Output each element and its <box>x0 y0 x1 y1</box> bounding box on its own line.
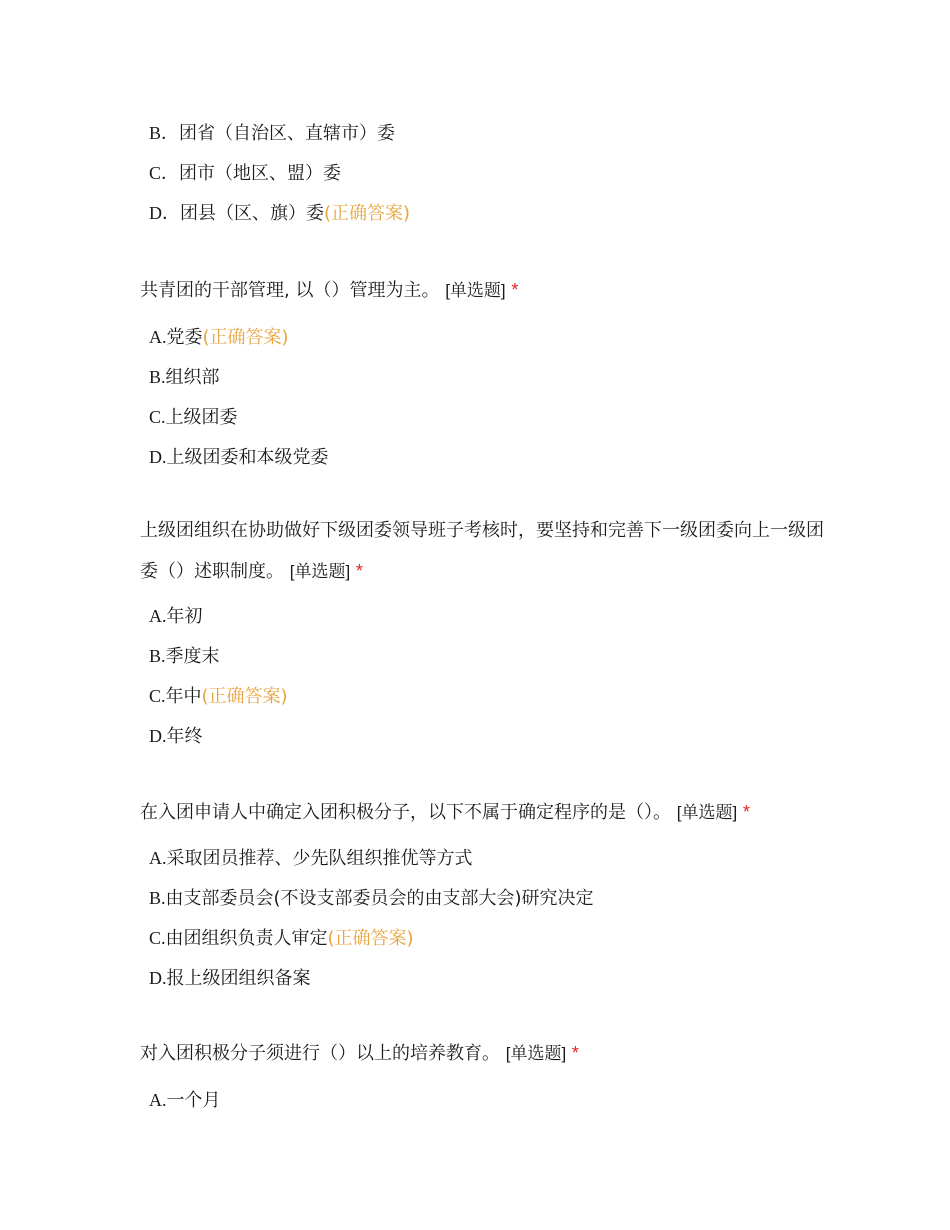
option-letter: B. <box>149 888 166 908</box>
question-stem <box>140 1033 830 1074</box>
question-type-tag: [单选题] <box>505 1044 567 1063</box>
option-letter: B. <box>149 367 166 387</box>
option-letter: A. <box>149 606 167 626</box>
option-a <box>140 1080 830 1120</box>
correct-answer-marker: (正确答案) <box>202 327 289 348</box>
option-a <box>140 838 830 878</box>
required-marker: * <box>571 1043 579 1063</box>
correct-answer-marker: (正确答案) <box>324 203 411 224</box>
option-letter: C. <box>149 686 166 706</box>
option-letter: D. <box>149 447 167 467</box>
question-type-tag: [单选题] <box>445 281 506 300</box>
option-c <box>140 918 830 958</box>
question-stem <box>140 792 830 833</box>
options-list <box>140 1080 830 1120</box>
option-text: 上级团委 <box>165 407 238 428</box>
option-text: 季度末 <box>165 646 220 667</box>
option-letter: B. <box>149 646 166 666</box>
options-list <box>140 838 830 998</box>
question-text: 上级团组织在协助做好下级团委领导班子考核时，要坚持和完善下一级团委向上一级团委（）述职制度。 <box>140 520 824 582</box>
option-d <box>140 716 830 756</box>
required-marker: * <box>511 280 519 300</box>
option-b <box>140 636 830 676</box>
question-text: 共青团的干部管理, 以（）管理为主。 <box>140 280 440 301</box>
option-text: 上级团委和本级党委 <box>166 447 329 468</box>
question-type-tag: [单选题] <box>289 562 351 581</box>
prev-question-options <box>140 113 830 233</box>
option-b <box>140 357 830 397</box>
required-marker: * <box>742 802 750 822</box>
option-c <box>140 676 830 716</box>
question-block <box>140 1033 830 1120</box>
option-letter: B． <box>149 123 180 143</box>
correct-answer-marker: (正确答案) <box>201 686 288 707</box>
options-list <box>140 596 830 756</box>
option-letter: A. <box>149 327 167 347</box>
option-a <box>140 596 830 636</box>
option-d <box>140 437 830 477</box>
required-marker: * <box>355 561 363 581</box>
option-c <box>140 397 830 437</box>
option-text: 报上级团组织备案 <box>166 968 311 989</box>
option-letter: C． <box>149 163 180 183</box>
option-d <box>140 193 830 233</box>
option-text: 采取团员推荐、少先队组织推优等方式 <box>166 848 473 869</box>
option-text: 年中 <box>165 686 202 707</box>
question-type-tag: [单选题] <box>676 803 738 822</box>
option-text: 党委 <box>166 327 203 348</box>
option-text: 由支部委员会(不设支部委员会的由支部大会)研究决定 <box>165 888 594 909</box>
question-stem <box>140 511 830 592</box>
question-block <box>140 270 830 477</box>
option-letter: D. <box>149 968 167 988</box>
option-letter: D. <box>149 726 167 746</box>
option-letter: C. <box>149 928 166 948</box>
correct-answer-marker: (正确答案) <box>327 928 414 949</box>
question-block <box>140 511 830 756</box>
option-text: 团市（地区、盟）委 <box>179 163 342 184</box>
question-text: 对入团积极分子须进行（）以上的培养教育。 <box>140 1043 500 1064</box>
option-text: 年初 <box>166 606 203 627</box>
option-c <box>140 153 830 193</box>
option-a <box>140 317 830 357</box>
question-block <box>140 792 830 998</box>
option-letter: C. <box>149 407 166 427</box>
option-text: 由团组织负责人审定 <box>165 928 328 949</box>
question-stem <box>140 270 830 311</box>
option-text: 组织部 <box>165 367 220 388</box>
option-letter: D． <box>149 203 180 223</box>
option-letter: A. <box>149 1090 167 1110</box>
option-text: 团省（自治区、直辖市）委 <box>179 123 396 144</box>
option-b <box>140 878 830 918</box>
option-d <box>140 958 830 998</box>
option-letter: A. <box>149 848 167 868</box>
options-list <box>140 317 830 477</box>
question-text: 在入团申请人中确定入团积极分子，以下不属于确定程序的是（）。 <box>140 802 671 823</box>
option-text: 一个月 <box>166 1090 221 1111</box>
option-text: 年终 <box>166 726 203 747</box>
option-text: 团县（区、旗）委 <box>180 203 324 224</box>
option-b <box>140 113 830 153</box>
